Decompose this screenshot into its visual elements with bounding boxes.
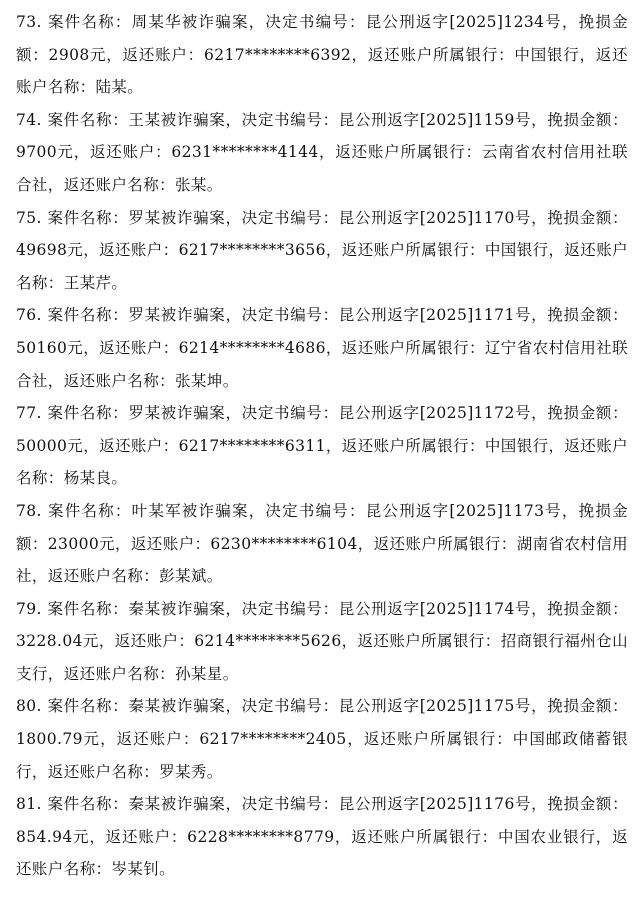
case-entry-77: 77. 案件名称：罗某被诈骗案，决定书编号：昆公刑返字[2025]1172号，挽损金额：50000元，返还账户：6217********6311，返还账户所属银行：中国银行，返还账户名称：杨某良。 [16,404,629,488]
case-entry-81: 81. 案件名称：秦某被诈骗案，决定书编号：昆公刑返字[2025]1176号，挽损金额：854.94元，返还账户：6228********8779，返还账户所属银行：中国农业银行，返还账户名称：岑某钊。 [16,795,628,879]
case-entry-80: 80. 案件名称：秦某被诈骗案，决定书编号：昆公刑返字[2025]1175号，挽损金额：1800.79元，返还账户：6217********2405，返还账户所属银行：中国邮政储蓄银行，返还账户名称：罗某秀。 [16,697,628,781]
case-entry-76: 76. 案件名称：罗某被诈骗案，决定书编号：昆公刑返字[2025]1171号，挽损金额：50160元，返还账户：6214********4686，返还账户所属银行：辽宁省农村信用社联合社，返还账户名称：张某坤。 [16,306,629,390]
case-entry-74: 74. 案件名称：王某被诈骗案，决定书编号：昆公刑返字[2025]1159号，挽损金额：9700元，返还账户：6231********4144，返还账户所属银行：云南省农村信用社联合社，返还账户名称：张某。 [16,110,628,194]
case-entry-75: 75. 案件名称：罗某被诈骗案，决定书编号：昆公刑返字[2025]1170号，挽损金额：49698元，返还账户：6217********3656，返还账户所属银行：中国银行，返还账户名称：王某芹。 [16,208,629,292]
case-entry-79: 79. 案件名称：秦某被诈骗案，决定书编号：昆公刑返字[2025]1174号，挽损金额：3228.04元，返还账户：6214********5626，返还账户所属银行：招商银行福州仓山支行，返还账户名称：孙某星。 [16,599,628,683]
case-entry-78: 78. 案件名称：叶某军被诈骗案，决定书编号：昆公刑返字[2025]1173号，挽损金额：23000元，返还账户：6230********6104，返还账户所属银行：湖南省农村信用社，返还账户名称：彭某斌。 [16,501,629,586]
case-entry-73: 73. 案件名称：周某华被诈骗案，决定书编号：昆公刑返字[2025]1234号，挽损金额：2908元，返还账户：6217********6392，返还账户所属银行：中国银行，返还账户名称：陆某。 [16,13,628,97]
